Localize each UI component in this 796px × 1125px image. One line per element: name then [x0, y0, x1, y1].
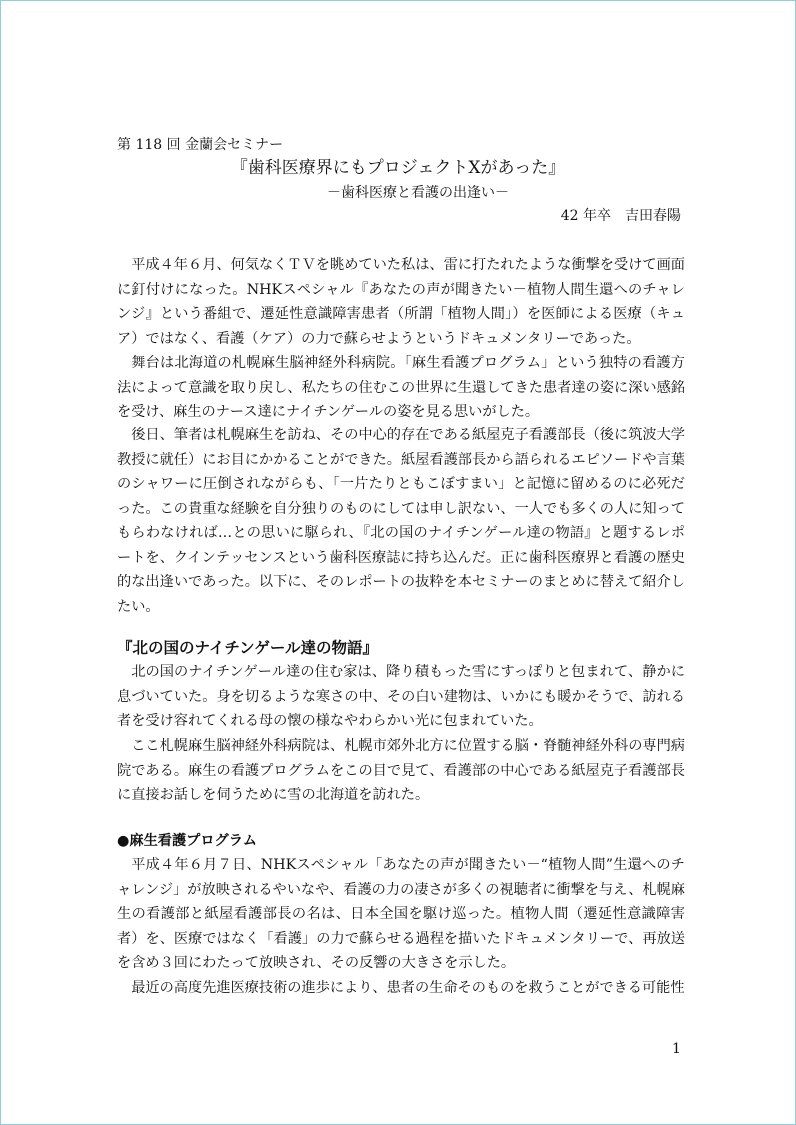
section-paragraph: ここ札幌麻生脳神経外科病院は、札幌市郊外北方に位置する脳・脊髄神経外科の専門病院である。麻生の看護プログラムをこの目で見て、看護部の中心である紙屋克子看護部長に直接お話しを伺うために雪の北海道を訪れた。	[117, 738, 685, 803]
subsection-paragraph: 平成４年６月７日、NHKスペシャル「あなたの声が聞きたい－“植物人間”生還へのチャレンジ」が放映されるやいなや、看護の力の凄さが多くの視聴者に衝撃を与え、札幌麻生の看護部と紙屋看護部長の名は、日本全国を駆け巡った。植物人間（遷延性意識障害者）を、医療ではなく「看護」の力で蘇らせる過程を描いたドキュメンタリーで、再放送を含め３回にわたって放映され、その反響の大きさを示した。	[117, 857, 685, 971]
intro-paragraph: 舞台は北海道の札幌麻生脳神経外科病院。「麻生看護プログラム」という独特の看護方法によって意識を取り戻し、私たちの住むこの世界に生還してきた患者達の姿に深い感銘を受け、麻生のナース達にナイチンゲールの姿を見る思いがした。	[117, 355, 685, 420]
seminar-label: 第 118 回 金蘭会セミナー	[117, 137, 284, 153]
intro-paragraph: 平成４年６月、何気なくＴＶを眺めていた私は、雷に打たれたような衝撃を受けて画面に釘付けになった。NHKスペシャル『あなたの声が聞きたい－植物人間生還へのチャレンジ』という番組で、遷延性意識障害患者（所謂「植物人間」）を医師による医療（キュア）ではなく、看護（ケア）の力で蘇らせようというドキュメンタリーであった。	[117, 257, 685, 347]
section-paragraph: 北の国のナイチンゲール達の住む家は、降り積もった雪にすっぽりと包まれて、静かに息づいていた。身を切るような寒さの中、その白い建物は、いかにも暖かそうで、訪れる者を受け容れてくれる母の懐の様なやわらかい光に包まれていた。	[117, 664, 685, 729]
document-title: 『歯科医療界にもプロジェクトXがあった』	[230, 158, 566, 178]
document-subtitle: －歯科医療と看護の出逢い－	[327, 185, 509, 201]
page-number: 1	[672, 1041, 681, 1057]
intro-paragraph: 後日、筆者は札幌麻生を訪ね、その中心的存在である紙屋克子看護部長（後に筑波大学教授に就任）にお目にかかることができた。紙屋看護部長から語られるエピソードや言葉のシャワーに圧倒されながらも、「一片たりともこぼすまい」と記憶に留めるのに必死だった。この貴重な経験を自分独りのものにしては申し訳ない、一人でも多くの人に知ってもらわなければ…との思いに駆られ、『北の国のナイチンゲール達の物語』と題するレポートを、クインテッセンスという歯科医療誌に持ち込んだ。正に歯科医療界と看護の歴史的な出逢いであった。以下に、そのレポートの抜粋を本セミナーのまとめに替えて紹介したい。	[117, 427, 685, 615]
section-heading: 『北の国のナイチンゲール達の物語』	[117, 638, 379, 657]
subsection-heading: ●麻生看護プログラム	[117, 833, 257, 849]
subsection-paragraph: 最近の高度先進医療技術の進歩により、患者の生命そのものを救うことができる可能性	[131, 980, 685, 996]
author-line: 42 年卒 吉田春陽	[560, 208, 681, 224]
